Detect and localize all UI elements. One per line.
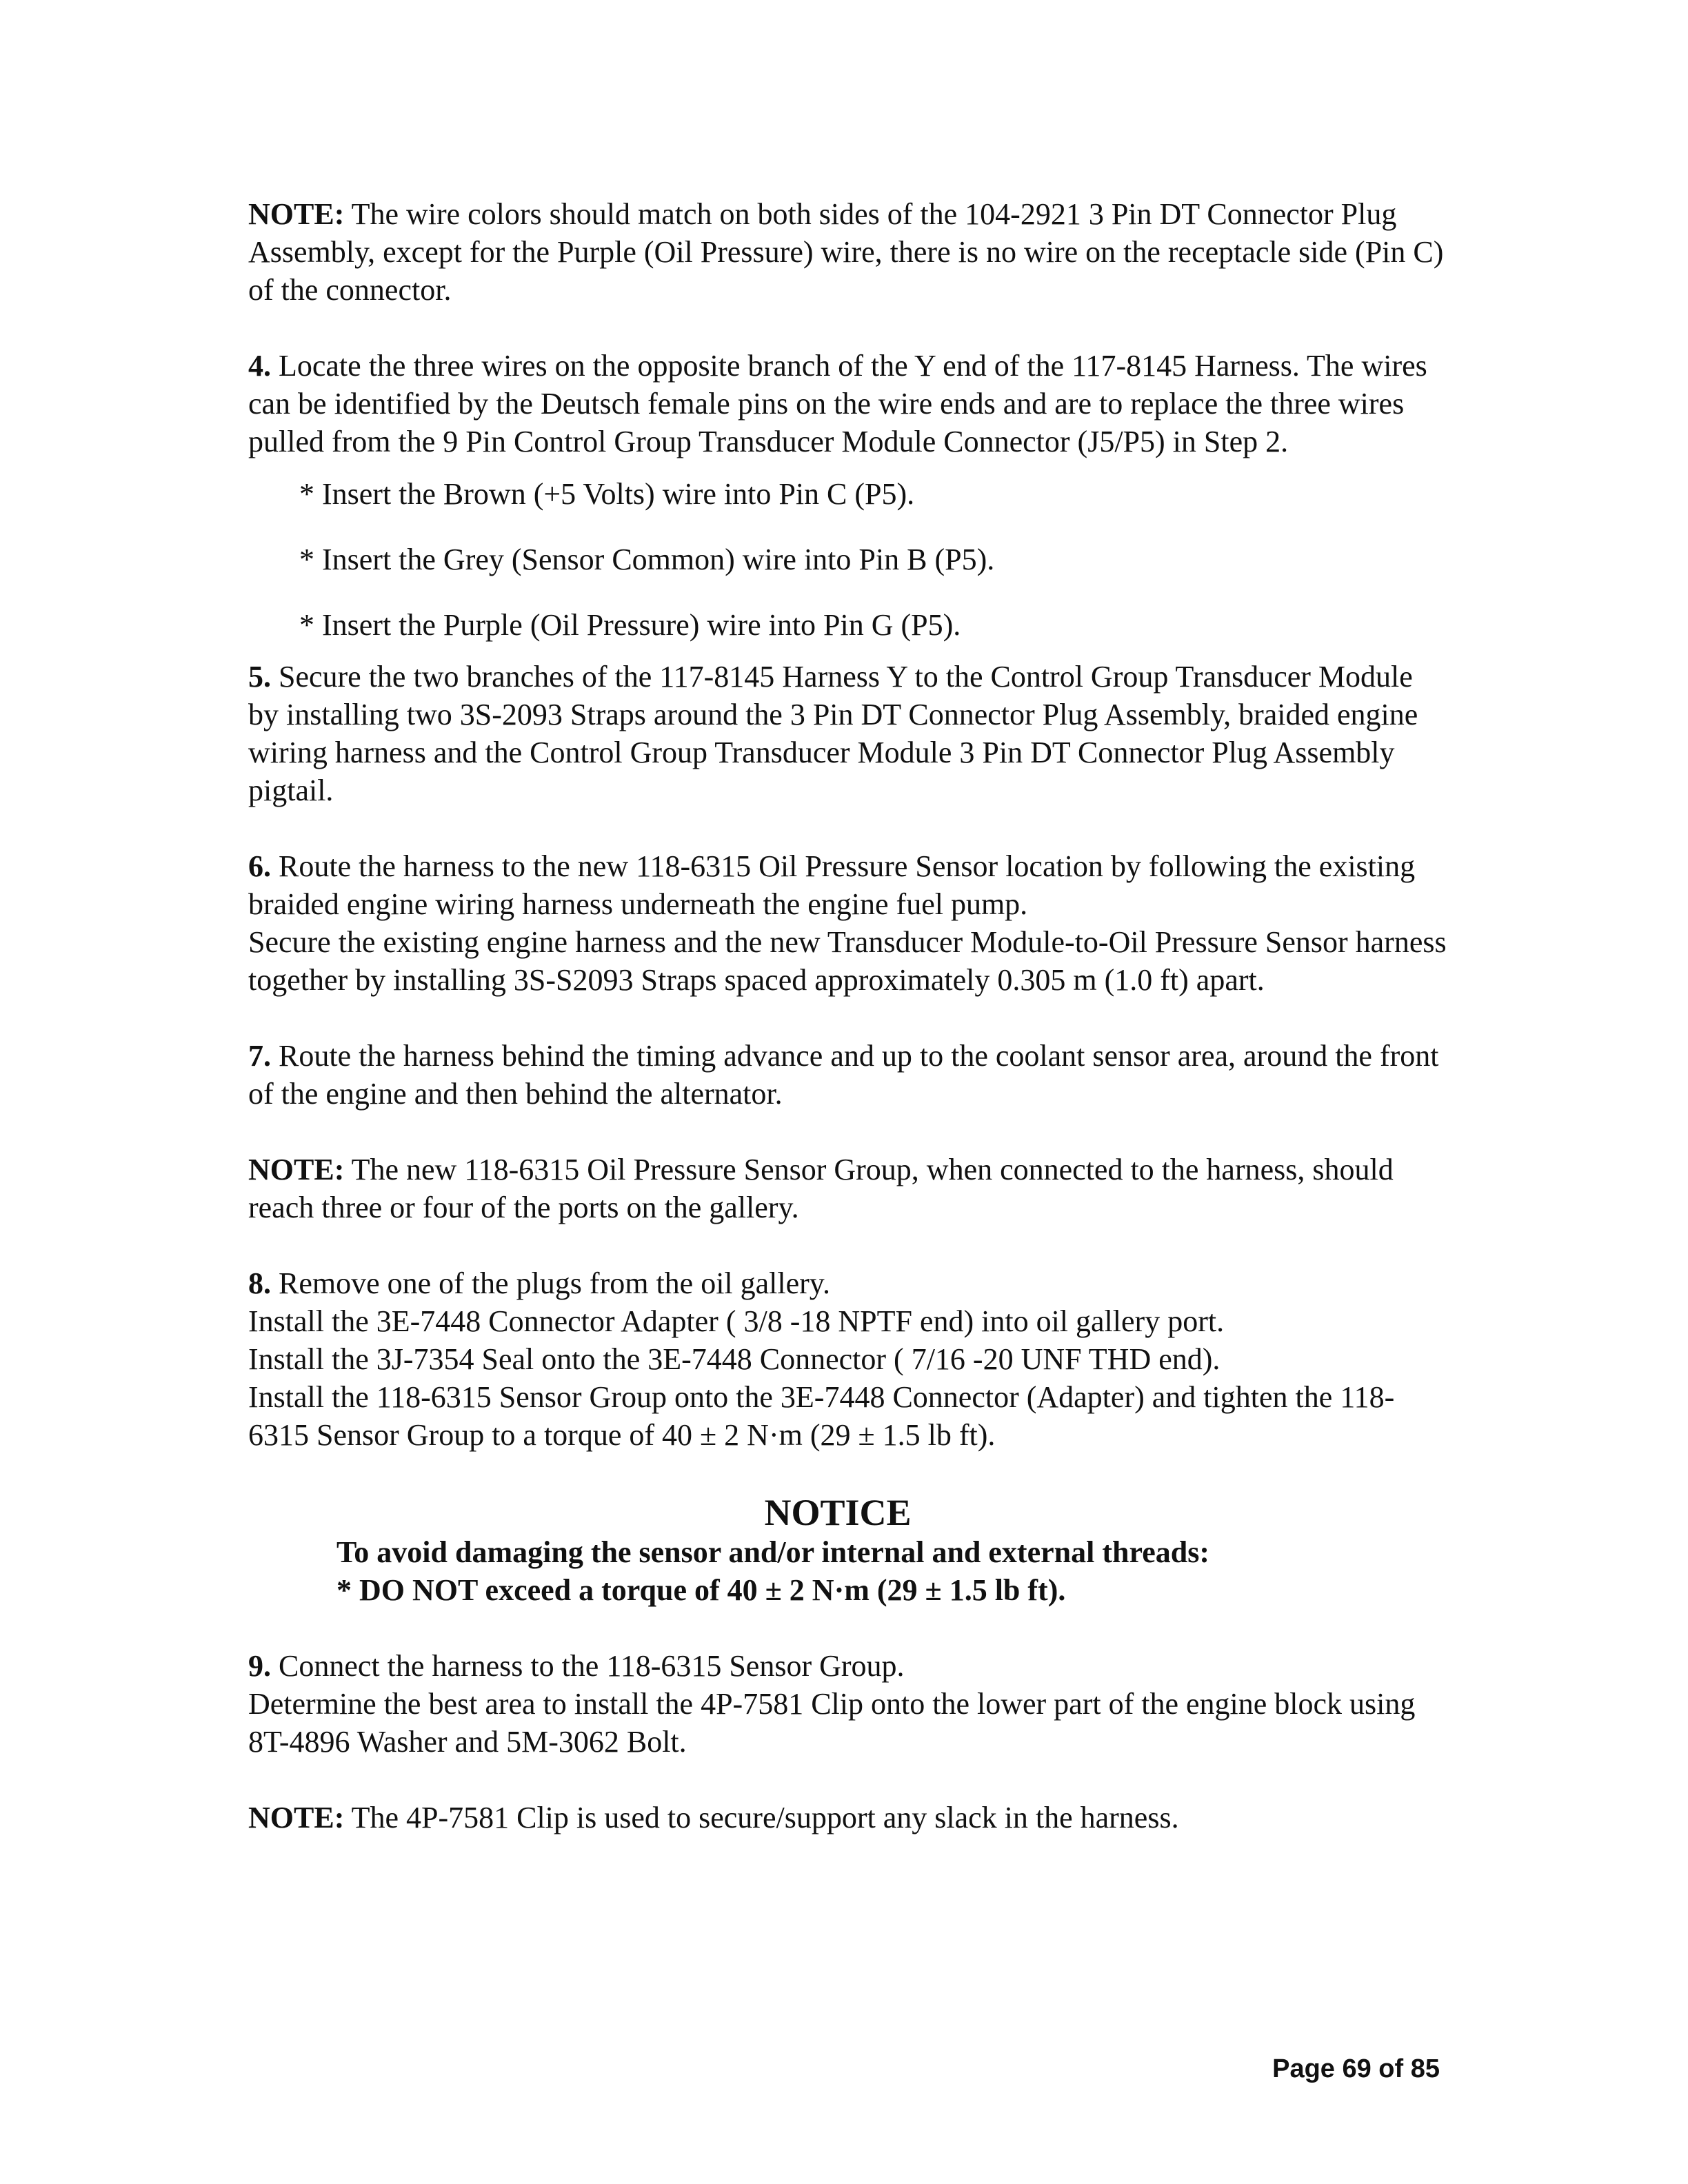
notice-title: NOTICE bbox=[764, 1492, 912, 1533]
step-4 bbox=[248, 347, 1448, 461]
spacer bbox=[248, 999, 1448, 1037]
bullet-brown-wire: * Insert the Brown (+5 Volts) wire into Pin C (P5). bbox=[299, 477, 915, 511]
step-text: Connect the harness to the 118-6315 Sensor Group. bbox=[271, 1649, 905, 1683]
note-wire-colors bbox=[248, 195, 1448, 309]
step-text: Route the harness behind the timing advance and up to the coolant sensor area, around the front of the engine and then behind the alternator. bbox=[248, 1039, 1439, 1111]
spacer bbox=[248, 809, 1448, 847]
notice-box bbox=[248, 1492, 1448, 1609]
step-8-seal-line: Install the 3J-7354 Seal onto the 3E-7448 Connector ( 7/16 -20 UNF THD end). bbox=[248, 1342, 1220, 1376]
notice-line-1: To avoid damaging the sensor and/or internal and external threads: bbox=[336, 1535, 1209, 1569]
step-8 bbox=[248, 1264, 1448, 1302]
step-text: Locate the three wires on the opposite branch of the Y end of the 117-8145 Harness. The wires can be identified by the Deutsch female pins on the wire ends and are to replace the three wires pulled from the 9 Pin Control Group Transducer Module Connector (J5/P5) in Step 2. bbox=[248, 349, 1427, 458]
spacer bbox=[248, 309, 1448, 347]
step-8-sensor-line: Install the 118-6315 Sensor Group onto the 3E-7448 Connector (Adapter) and tighten the 118-6315 Sensor Group to a torque of 40 ± 2 N·m (29 ± 1.5 lb ft). bbox=[248, 1380, 1395, 1452]
note-text: The new 118-6315 Oil Pressure Sensor Group, when connected to the harness, should reach three or four of the ports on the gallery. bbox=[248, 1153, 1394, 1224]
step-text: Route the harness to the new 118-6315 Oil Pressure Sensor location by following the existing braided engine wiring harness underneath the engine fuel pump. bbox=[248, 849, 1416, 921]
step-number: 5. bbox=[248, 660, 271, 694]
step-6-secure-text: Secure the existing engine harness and the new Transducer Module-to-Oil Pressure Sensor harness together by installing 3S-S2093 Straps spaced approximately 0.305 m (1.0 ft) apart. bbox=[248, 925, 1447, 997]
step-number: 9. bbox=[248, 1649, 271, 1683]
spacer bbox=[248, 1226, 1448, 1264]
page-number: Page 69 of 85 bbox=[1272, 2054, 1440, 2083]
notice-line-2: * DO NOT exceed a torque of 40 ± 2 N·m (29 ± 1.5 lb ft). bbox=[336, 1573, 1066, 1607]
step-number: 6. bbox=[248, 849, 271, 883]
bullet-purple-wire: * Insert the Purple (Oil Pressure) wire into Pin G (P5). bbox=[299, 608, 961, 642]
note-label: NOTE: bbox=[248, 197, 345, 231]
step-7 bbox=[248, 1037, 1448, 1113]
note-label: NOTE: bbox=[248, 1153, 345, 1186]
step-8-adapter-line: Install the 3E-7448 Connector Adapter ( 3/8 -18 NPTF end) into oil gallery port. bbox=[248, 1304, 1225, 1338]
step-number: 7. bbox=[248, 1039, 271, 1073]
step-5 bbox=[248, 658, 1448, 809]
step-9-clip-line: Determine the best area to install the 4P-7581 Clip onto the lower part of the engine block using 8T-4896 Washer and 5M-3062 Bolt. bbox=[248, 1687, 1416, 1759]
note-clip bbox=[248, 1799, 1448, 1837]
spacer bbox=[248, 1609, 1448, 1647]
note-sensor-reach bbox=[248, 1151, 1448, 1226]
page-content bbox=[248, 195, 1448, 1837]
spacer bbox=[248, 1113, 1448, 1151]
step-number: 4. bbox=[248, 349, 271, 383]
step-text: Remove one of the plugs from the oil gallery. bbox=[271, 1266, 830, 1300]
bullet-grey-wire: * Insert the Grey (Sensor Common) wire into Pin B (P5). bbox=[299, 543, 995, 576]
step-9 bbox=[248, 1647, 1448, 1685]
note-text: The 4P-7581 Clip is used to secure/support any slack in the harness. bbox=[344, 1801, 1179, 1834]
note-label: NOTE: bbox=[248, 1801, 345, 1834]
step-text: Secure the two branches of the 117-8145 Harness Y to the Control Group Transducer Module by installing two 3S-2093 Straps around the 3 Pin DT Connector Plug Assembly, braided engine wiring harness and the Control Group Transducer Module 3 Pin DT Connector Plug Assembly pigtail. bbox=[248, 660, 1418, 807]
step-6 bbox=[248, 847, 1448, 923]
step-number: 8. bbox=[248, 1266, 271, 1300]
spacer bbox=[248, 1761, 1448, 1799]
note-text: The wire colors should match on both sides of the 104-2921 3 Pin DT Connector Plug Assembly, except for the Purple (Oil Pressure) wire, there is no wire on the receptacle side (Pin C) of the connector. bbox=[248, 197, 1444, 307]
